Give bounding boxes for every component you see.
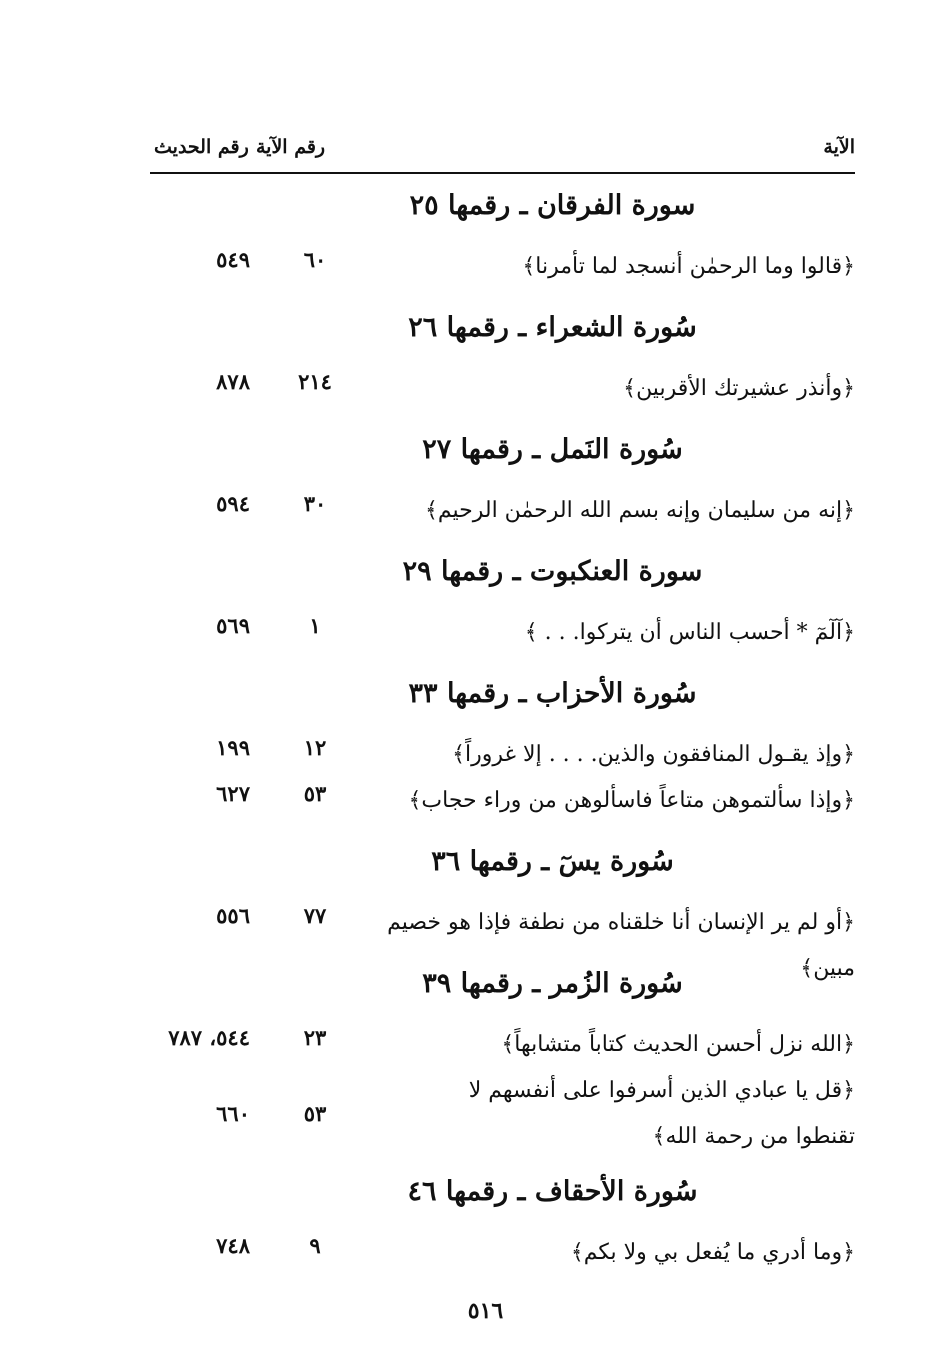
header-ayah-number: رقم الآية	[256, 136, 326, 158]
ayah-number: ٥٣	[303, 781, 327, 806]
hadith-number: ٥٦٩	[216, 613, 250, 638]
hadith-number: ٥٥٦	[216, 903, 250, 928]
ayah-number: ٢٣	[303, 1025, 327, 1050]
ayah-number: ٩	[309, 1233, 321, 1258]
ayah-number: ١	[309, 613, 321, 638]
table-header	[150, 132, 855, 174]
page-number: ٥١٦	[467, 1298, 504, 1324]
table-row	[130, 774, 855, 832]
hadith-number: ٥٤٤، ٧٨٧	[168, 1025, 250, 1050]
verse-text: ﴿أو لم ير الإنسان أنا خلقناه من نطفة فإذا هو خصيم مبين﴾	[387, 910, 855, 981]
ayah-number: ١٢	[303, 735, 327, 760]
table-row	[130, 484, 855, 542]
ayah-number: ٢١٤	[298, 369, 332, 394]
table-row	[130, 728, 855, 774]
ayah-number: ٦٠	[303, 247, 327, 272]
table-row	[130, 1226, 855, 1284]
ayah-number: ٣٠	[303, 491, 327, 516]
hadith-number: ٥٩٤	[216, 491, 250, 516]
table-row	[130, 896, 855, 981]
hadith-number: ٦٦٠	[216, 1101, 250, 1126]
surah-heading: سُورة يسٓ ـ رقمها ٣٦	[431, 846, 674, 877]
hadith-number: ٧٤٨	[216, 1233, 250, 1258]
hadith-number: ٦٢٧	[216, 781, 250, 806]
surah-heading: سُورة الأحقاف ـ رقمها ٤٦	[407, 1176, 698, 1207]
verse-text: ﴿وما أدري ما يُفعل بي ولا بكم﴾	[570, 1240, 855, 1265]
verse-text: ﴿إنه من سليمان وإنه بسم الله الرحمٰن الرحيم﴾	[424, 498, 855, 523]
ayah-number: ٧٧	[303, 903, 327, 928]
hadith-number: ٥٤٩	[216, 247, 250, 272]
hadith-number: ٨٧٨	[216, 369, 250, 394]
surah-heading: سُورة الشعراء ـ رقمها ٢٦	[408, 312, 697, 343]
table-row	[130, 240, 855, 298]
table-row	[130, 1064, 855, 1162]
hadith-number: ١٩٩	[216, 735, 250, 760]
verse-text: ﴿وإذا سألتموهن متاعاً فاسألوهن من وراء حجاب﴾	[408, 788, 855, 813]
header-verse: الآية	[823, 136, 855, 158]
header-hadith-number: رقم الحديث	[154, 136, 249, 158]
surah-heading: سُورة الزُمر ـ رقمها ٣٩	[422, 968, 683, 999]
verse-text: ﴿قالوا وما الرحمٰن أنسجد لما تأمرنا﴾	[522, 254, 855, 279]
surah-heading: سورة العنكبوت ـ رقمها ٢٩	[402, 556, 703, 587]
verse-text: ﴿وأنذر عشيرتك الأقربين﴾	[623, 376, 855, 401]
verse-text: ﴿وإذ يقـول المنافقون والذين. . . . إلا غروراً﴾	[452, 742, 855, 767]
index-content	[130, 176, 855, 1284]
surah-heading: سُورة النَمل ـ رقمها ٢٧	[422, 434, 683, 465]
surah-heading: سُورة الأحزاب ـ رقمها ٣٣	[408, 678, 697, 709]
verse-text: ﴿الله نزل أحسن الحديث كتاباً متشابهاً﴾	[501, 1032, 855, 1057]
table-row	[130, 606, 855, 664]
table-row	[130, 362, 855, 420]
surah-heading: سورة الفرقان ـ رقمها ٢٥	[409, 190, 696, 221]
ayah-number: ٥٣	[303, 1101, 327, 1126]
verse-text: ﴿قل يا عبادي الذين أسرفوا على أنفسهم لا تقنطوا من رحمة الله﴾	[468, 1078, 855, 1149]
table-row	[130, 1018, 855, 1064]
verse-text: ﴿آلٓمٓ * أحسب الناس أن يتركوا. . . ﴾	[524, 620, 855, 645]
